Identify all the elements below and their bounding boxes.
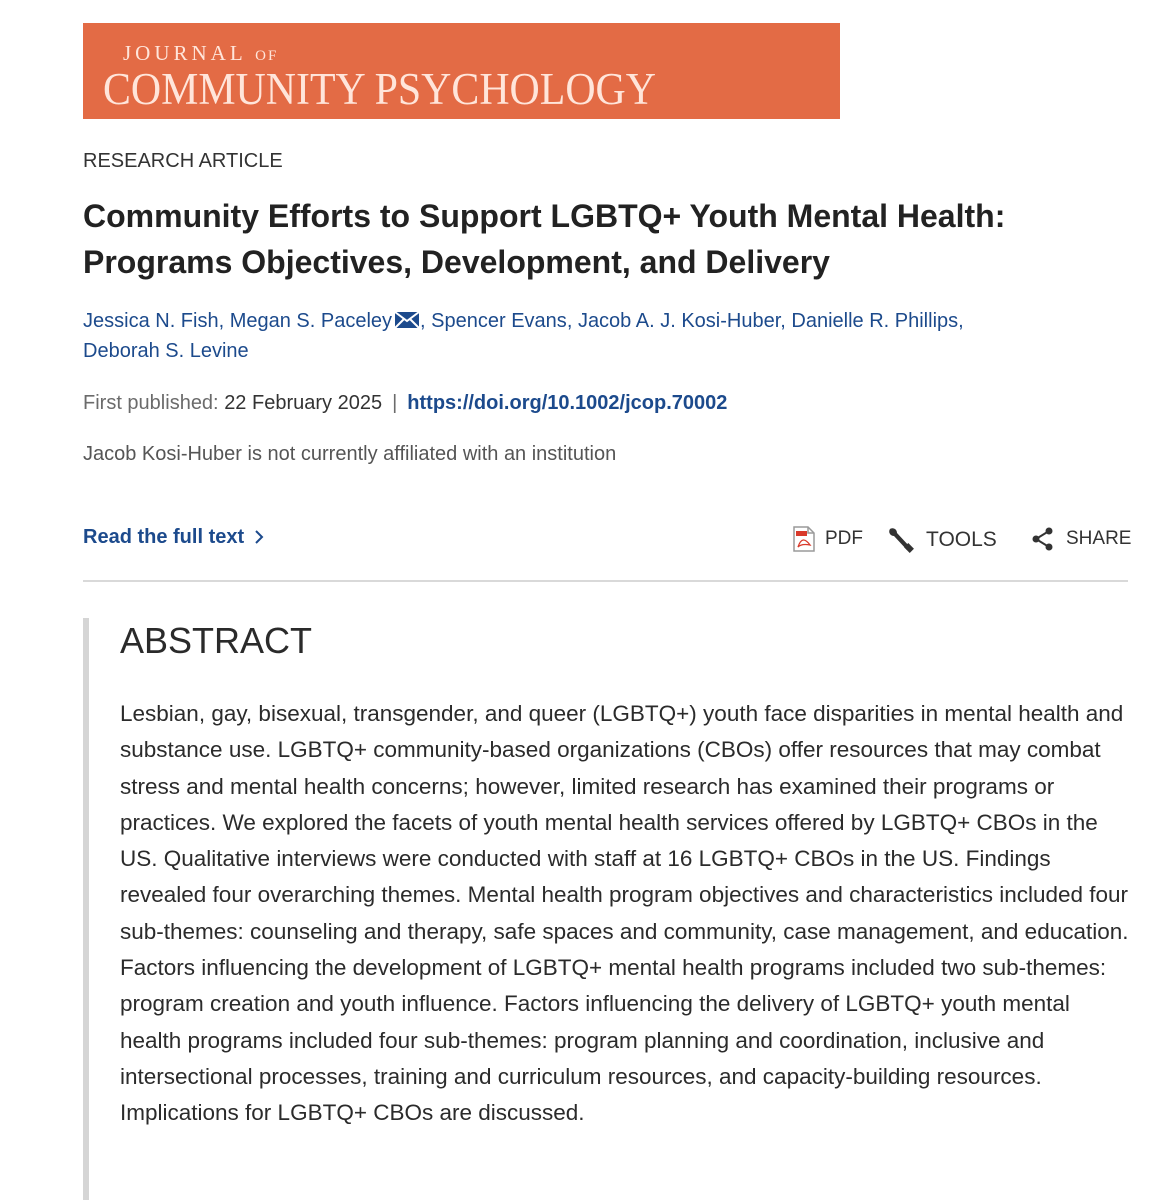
author-link[interactable]: Spencer Evans [431,310,567,332]
chevron-right-icon [254,530,264,544]
pdf-icon [793,526,815,552]
author-link[interactable]: Jessica N. Fish [83,310,219,332]
read-full-text-link[interactable]: Read the full text [83,526,264,549]
author-link[interactable]: Jacob A. J. Kosi-Huber [577,310,781,332]
banner-journal-name: COMMUNITY PSYCHOLOGY [103,64,657,114]
share-button[interactable] [1030,526,1131,552]
article-title: Community Efforts to Support LGBTQ+ Youth Mental Health: Programs Objectives, Development, and Delivery [83,198,1006,280]
journal-banner[interactable] [83,23,840,119]
pdf-label: PDF [825,528,863,549]
abstract-text: Lesbian, gay, bisexual, transgender, and queer (LGBTQ+) youth face disparities in mental health and substance use. LGBTQ+ community-based organizations (CBOs) offer resources that may combat stress and mental health concerns; however, limited research has examined their programs or practices. We explored the facets of youth mental health services offered by LGBTQ+ CBOs in the US. Qualitative interviews were conducted with staff at 16 LGBTQ+ CBOs in the US. Findings revealed four overarching themes. Mental health program objectives and characteristics included four sub-themes: counseling and therapy, safe spaces and community, case management, and education. Factors influencing the development of LGBTQ+ mental health programs included two sub-themes: program creation and youth influence. Factors influencing the delivery of LGBTQ+ youth mental health programs included four sub-themes: program planning and coordination, inclusive and intersectional processes, training and curriculum resources, and capacity-building resources. Implications for LGBTQ+ CBOs are discussed. [120,701,1129,1126]
email-icon[interactable] [394,311,420,329]
author-list: Jessica N. Fish, Megan S. Paceley , Spencer Evans, Jacob A. J. Kosi-Huber, Danielle R. Phillips, Deborah S. Levine [83,310,964,362]
first-published-label: First published: [83,392,219,414]
banner-journal-label: JOURNAL OF [123,41,279,65]
abstract-heading: ABSTRACT [120,620,313,661]
publication-info: First published: 22 February 2025 | https://doi.org/10.1002/jcop.70002 [83,392,728,414]
abstract-side-bar [83,618,89,1200]
author-link[interactable]: Danielle R. Phillips [791,310,959,332]
pdf-button[interactable] [793,526,863,552]
author-link[interactable]: Megan S. Paceley [229,310,393,332]
share-icon [1030,526,1056,552]
doi-link[interactable]: https://doi.org/10.1002/jcop.70002 [407,392,728,414]
first-published-date: 22 February 2025 [224,392,383,414]
author-link[interactable]: Deborah S. Levine [83,340,249,362]
tools-button[interactable] [886,526,997,554]
section-divider [83,580,1128,582]
tools-label: TOOLS [926,528,997,551]
share-label: SHARE [1066,528,1132,549]
affiliation-note: Jacob Kosi-Huber is not currently affiliated with an institution [83,443,617,465]
article-type: RESEARCH ARTICLE [83,150,283,172]
wrench-icon [886,526,916,554]
